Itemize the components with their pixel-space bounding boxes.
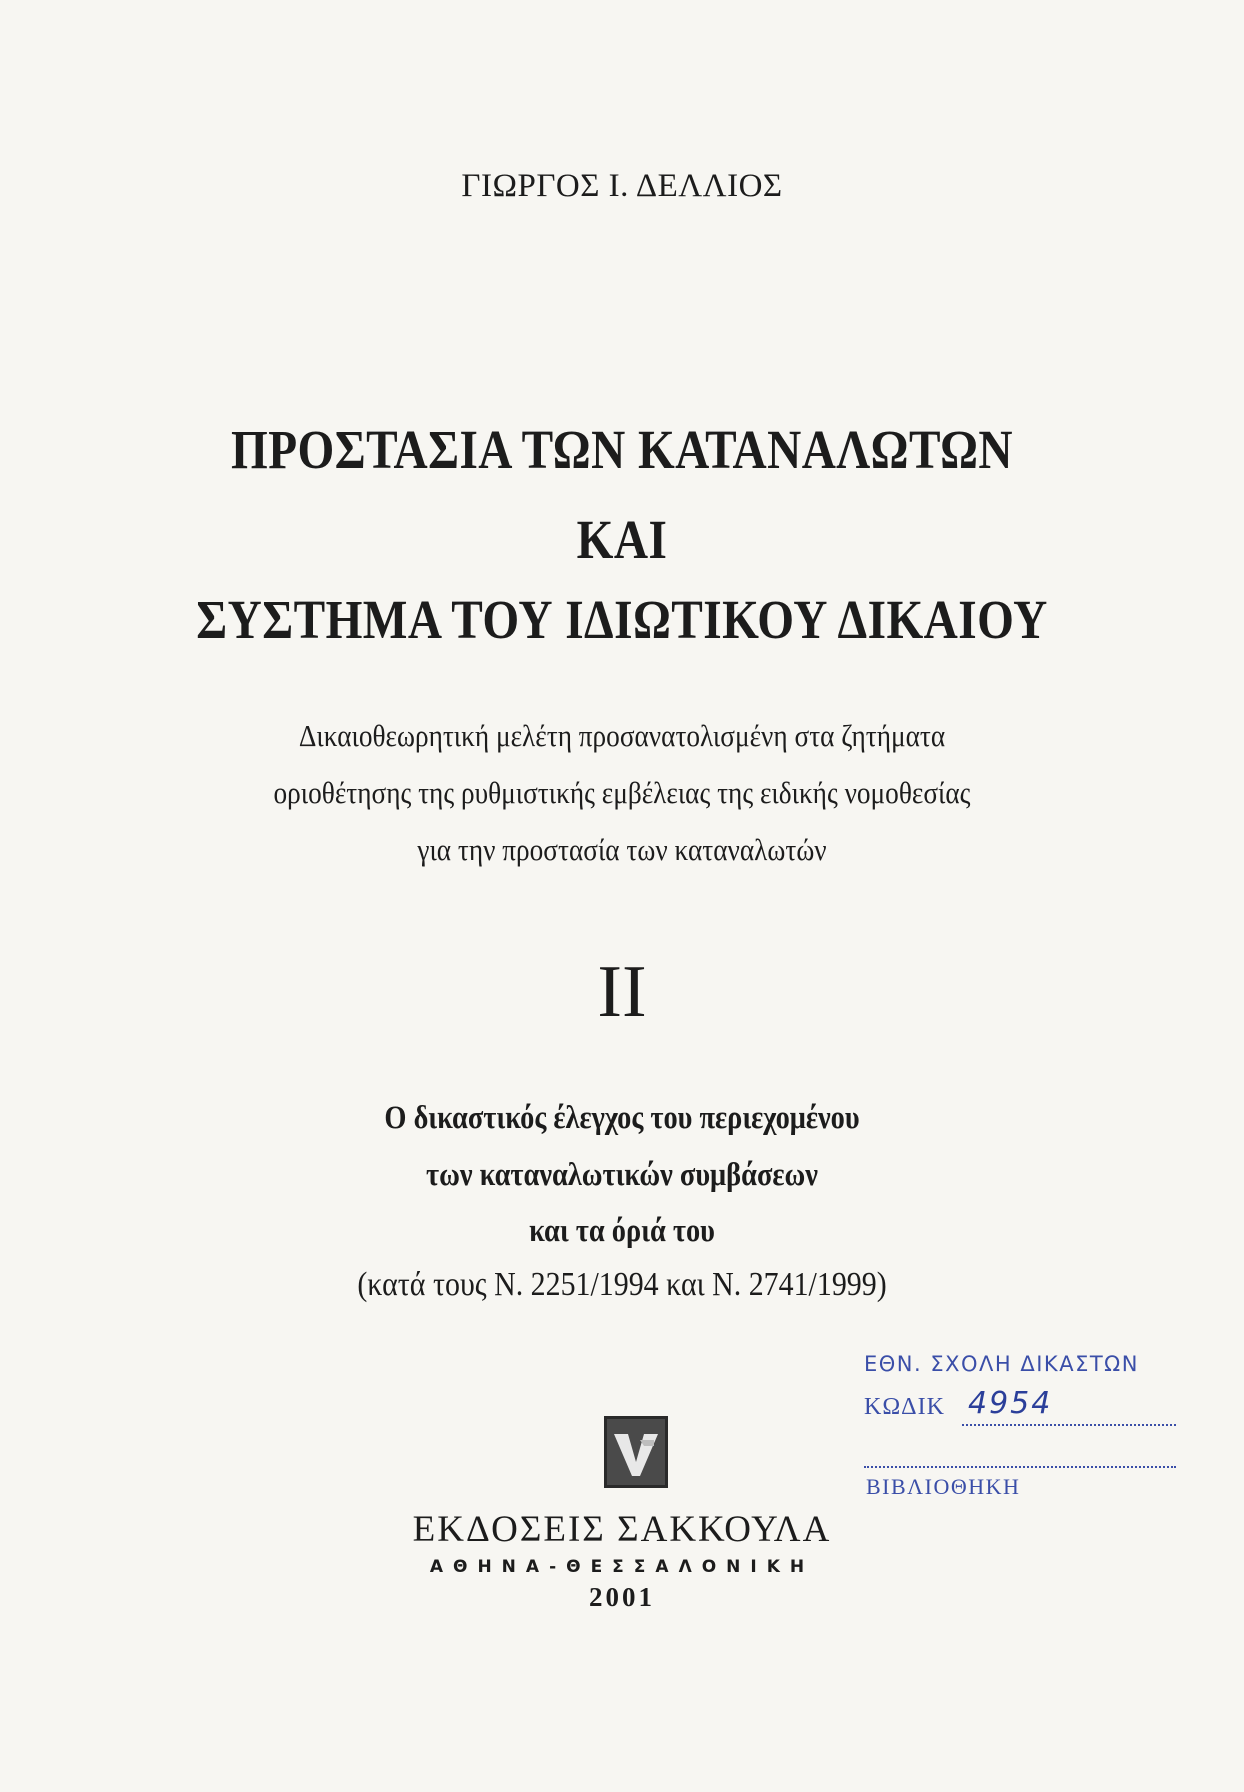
stamp-dotted-line: [962, 1424, 1176, 1426]
publisher-cities: ΑΘΗΝΑ-ΘΕΣΣΑΛΟΝΙΚΗ: [429, 1557, 815, 1577]
publisher-logo-icon: [604, 1416, 668, 1488]
law-reference: (κατά τους Ν. 2251/1994 και Ν. 2741/1999): [357, 1266, 887, 1303]
publisher-name: ΕΚΔΟΣΕΙΣ ΣΑΚΚΟΥΛΑ: [412, 1509, 832, 1550]
description-line-1: Δικαιοθεωρητική μελέτη προσανατολισμένη στα ζητήματα: [298, 718, 946, 753]
stamp-institution: ΕΘΝ. ΣΧΟΛΗ ΔΙΚΑΣΤΩΝ: [864, 1352, 1139, 1376]
subtitle-line-3: και τα όριά του: [529, 1213, 715, 1249]
library-stamp: [858, 1352, 1188, 1512]
stamp-code-value: 4954: [968, 1386, 1053, 1421]
stamp-code-label: ΚΩΔΙΚ: [864, 1394, 945, 1420]
volume-number: II: [597, 951, 647, 1033]
stamp-dotted-line: [864, 1466, 1176, 1468]
publication-year: 2001: [589, 1582, 655, 1612]
book-title-line-2: ΚΑΙ: [576, 509, 668, 570]
subtitle-line-1: Ο δικαστικός έλεγχος του περιεχομένου: [384, 1100, 860, 1136]
author-name: ΓΙΩΡΓΟΣ Ι. ΔΕΛΛΙΟΣ: [461, 168, 783, 204]
description-line-2: οριοθέτησης της ρυθμιστικής εμβέλειας της ειδικής νομοθεσίας: [273, 775, 971, 810]
stamp-library-label: ΒΙΒΛΙΟΘΗΚΗ: [866, 1474, 1021, 1499]
book-title-line-3: ΣΥΣΤΗΜΑ ΤΟΥ ΙΔΙΩΤΙΚΟΥ ΔΙΚΑΙΟΥ: [196, 589, 1048, 650]
description-line-3: για την προστασία των καταναλωτών: [417, 832, 827, 867]
subtitle-line-2: των καταναλωτικών συμβάσεων: [426, 1157, 818, 1193]
book-title-line-1: ΠΡΟΣΤΑΣΙΑ ΤΩΝ ΚΑΤΑΝΑΛΩΤΩΝ: [231, 419, 1013, 480]
